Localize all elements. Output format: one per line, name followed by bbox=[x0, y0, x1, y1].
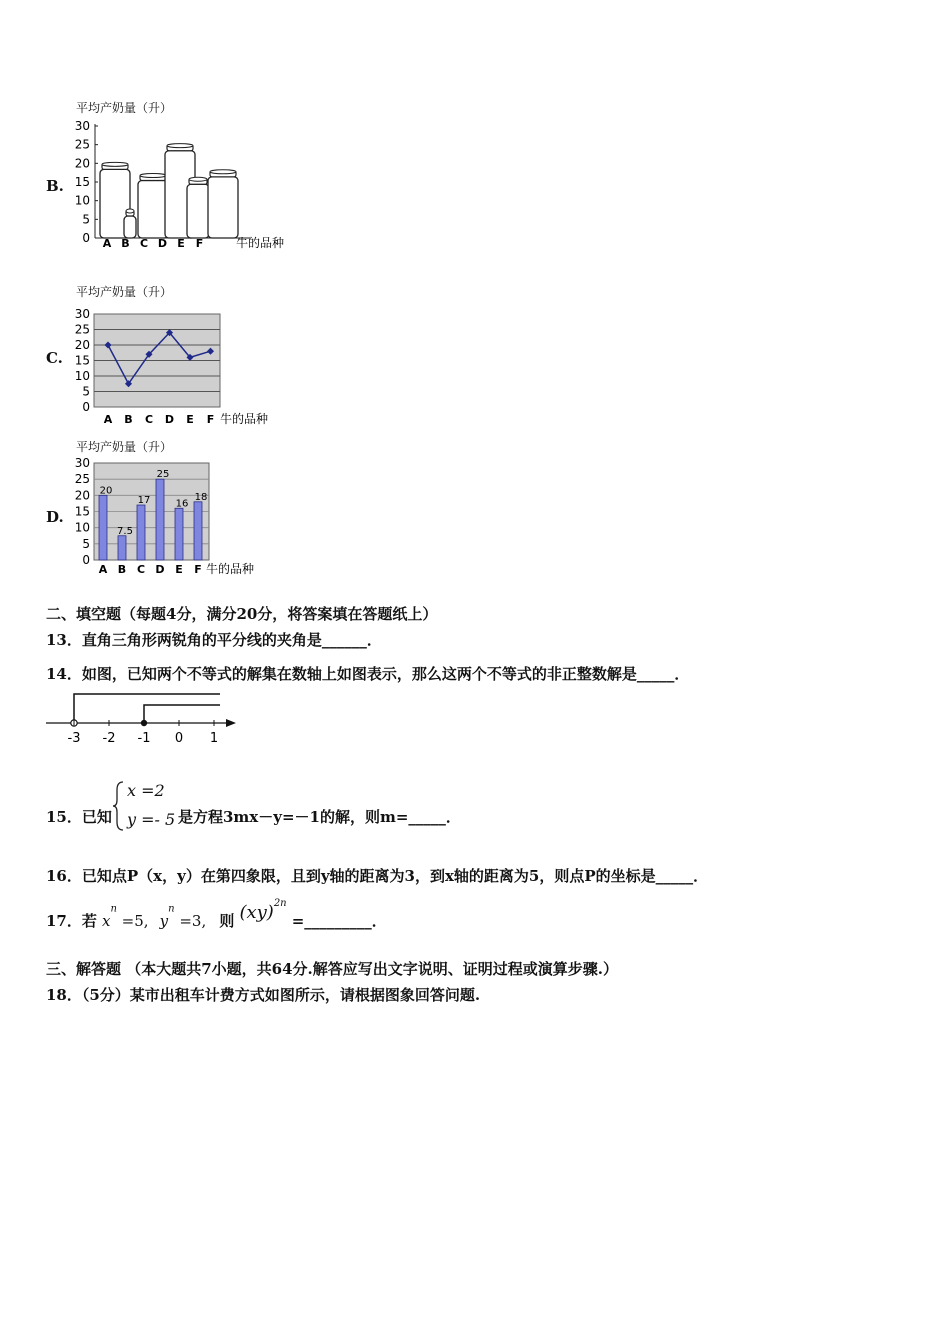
section-3-heading: 三、解答题 （本大题共7小题，共64分.解答应写出文字说明、证明过程或演算步骤.） bbox=[46, 960, 618, 978]
option-c-y-tick-label: 15 bbox=[74, 353, 90, 368]
q17-x-rhs: =5, bbox=[116, 912, 149, 930]
option-d-y-tick-label: 10 bbox=[74, 520, 90, 535]
section-2-heading: 二、填空题（每题4分，满分20分，将答案填在答题纸上） bbox=[46, 605, 438, 623]
option-d-chart-title: 平均产奶量（升） bbox=[76, 440, 173, 454]
ray-x-greater-than-neg3 bbox=[74, 694, 220, 723]
question-15-text: 是方程3mx－y=－1的解，则m=_____． bbox=[178, 808, 461, 826]
option-b-jar bbox=[124, 209, 136, 238]
option-c-x-tick-label: B bbox=[124, 413, 133, 426]
system-line-2: y =- 5 bbox=[127, 810, 176, 829]
option-b-y-tick-label: 5 bbox=[82, 212, 90, 227]
option-c-y-tick-label: 0 bbox=[82, 400, 90, 414]
question-16: 16．已知点P（x，y）在第四象限，且到y轴的距离为3，到x轴的距离为5，则点P的坐标是_____． bbox=[46, 867, 709, 885]
question-15-prefix: 15．已知 bbox=[46, 808, 112, 826]
option-c-x-tick-label: E bbox=[186, 413, 194, 426]
option-c-y-tick-label: 30 bbox=[74, 307, 90, 321]
question-17-prefix: 17．若 bbox=[46, 912, 97, 930]
option-b-jar bbox=[138, 174, 168, 238]
option-c-y-tick-label: 25 bbox=[74, 322, 90, 337]
number-line bbox=[40, 686, 250, 748]
option-b-y-tick-label: 0 bbox=[82, 231, 90, 245]
ray-x-greater-equal-neg1 bbox=[144, 705, 220, 723]
q17-y-rhs: =3, bbox=[174, 912, 207, 930]
option-c-x-tick-label: A bbox=[103, 413, 113, 426]
option-d-bar-label: 7.5 bbox=[117, 525, 133, 537]
option-d-x-tick-label: D bbox=[155, 563, 165, 576]
option-d-x-tick-label: B bbox=[117, 563, 127, 576]
option-b-y-tick-label: 30 bbox=[74, 119, 90, 133]
option-d-y-tick-label: 0 bbox=[82, 553, 90, 567]
q17-x: x bbox=[101, 912, 111, 930]
option-b-y-tick-label: 15 bbox=[74, 175, 90, 189]
option-d-bar bbox=[156, 479, 164, 560]
option-c-y-tick-label: 20 bbox=[74, 338, 90, 352]
number-line-tick-label: -2 bbox=[102, 731, 116, 746]
option-d-bar-label: 18 bbox=[194, 491, 208, 503]
option-d-y-tick-label: 30 bbox=[74, 456, 90, 470]
option-c-letter: C. bbox=[46, 349, 63, 367]
q17-expr-exp: 2n bbox=[273, 897, 287, 909]
q17-tail: =_________． bbox=[291, 912, 387, 930]
option-d-y-tick-label: 25 bbox=[74, 472, 90, 487]
option-b-x-tick-label: E bbox=[177, 237, 185, 250]
option-b-letter: B. bbox=[46, 177, 64, 195]
option-c-x-axis-label: 牛的品种 bbox=[220, 412, 269, 426]
option-b-x-tick-label: F bbox=[195, 237, 204, 250]
option-d-letter: D. bbox=[46, 508, 64, 526]
option-d-y-tick-label: 20 bbox=[74, 488, 90, 503]
option-d-y-tick-label: 15 bbox=[74, 504, 90, 519]
option-c-chart-title: 平均产奶量（升） bbox=[76, 285, 173, 299]
option-d-bar bbox=[175, 508, 183, 560]
number-line-arrow bbox=[226, 719, 236, 727]
question-14: 14．如图，已知两个不等式的解集在数轴上如图表示，那么这两个不等式的非正整数解是_____． bbox=[46, 665, 690, 683]
option-c-y-tick-label: 10 bbox=[74, 369, 90, 383]
option-b-x-tick-label: C bbox=[139, 237, 149, 250]
option-d-chart bbox=[70, 455, 290, 581]
option-b-y-tick-label: 25 bbox=[74, 137, 90, 152]
option-b-jar bbox=[208, 170, 238, 238]
option-b-y-tick-label: 20 bbox=[74, 156, 90, 171]
option-d-bar-label: 17 bbox=[137, 495, 151, 507]
number-line-tick-label: 1 bbox=[209, 731, 219, 746]
option-d-y-tick-label: 5 bbox=[82, 536, 90, 551]
option-d-x-tick-label: C bbox=[136, 563, 146, 576]
option-c-x-tick-label: C bbox=[144, 413, 154, 426]
option-d-x-axis-label: 牛的品种 bbox=[206, 562, 255, 576]
option-c-chart bbox=[70, 300, 310, 430]
option-d-x-tick-label: E bbox=[175, 563, 183, 576]
system-line-1: x =2 bbox=[127, 781, 165, 800]
option-c-x-tick-label: D bbox=[164, 413, 175, 426]
option-d-x-tick-label: A bbox=[98, 563, 108, 576]
q17-y: y bbox=[159, 912, 169, 930]
option-d-bar bbox=[194, 502, 202, 560]
q17-then: 则 bbox=[219, 912, 235, 930]
option-d-bar bbox=[137, 505, 145, 560]
option-d-bar-label: 20 bbox=[99, 485, 113, 497]
system-brace bbox=[112, 780, 126, 832]
number-line-tick-label: -3 bbox=[67, 731, 81, 746]
question-18: 18．（5分）某市出租车计费方式如图所示，请根据图象回答问题. bbox=[46, 986, 481, 1004]
option-d-bar-label: 25 bbox=[156, 469, 170, 481]
number-line-tick-label: 0 bbox=[174, 731, 184, 746]
option-b-chart bbox=[70, 116, 310, 256]
option-b-x-tick-label: D bbox=[157, 237, 168, 250]
q17-expr: (xy) bbox=[239, 902, 274, 923]
option-b-jar bbox=[187, 177, 209, 238]
option-c-x-tick-label: F bbox=[206, 413, 215, 426]
number-line-tick-label: -1 bbox=[137, 731, 151, 746]
question-17 bbox=[46, 897, 387, 936]
question-13: 13．直角三角形两锐角的平分线的夹角是______． bbox=[46, 631, 382, 649]
option-b-x-axis-label: 牛的品种 bbox=[236, 236, 285, 250]
option-b-chart-title: 平均产奶量（升） bbox=[76, 101, 173, 115]
option-d-bar-label: 16 bbox=[175, 498, 189, 510]
option-d-x-tick-label: F bbox=[194, 563, 202, 576]
option-d-bar bbox=[118, 536, 126, 560]
option-b-y-tick-label: 10 bbox=[74, 193, 90, 208]
option-b-x-tick-label: A bbox=[102, 237, 112, 250]
option-d-bar bbox=[99, 495, 107, 560]
q17-y-exp: n bbox=[168, 903, 175, 915]
option-c-y-tick-label: 5 bbox=[82, 384, 90, 399]
q17-x-exp: n bbox=[110, 903, 117, 915]
option-b-x-tick-label: B bbox=[121, 237, 130, 250]
